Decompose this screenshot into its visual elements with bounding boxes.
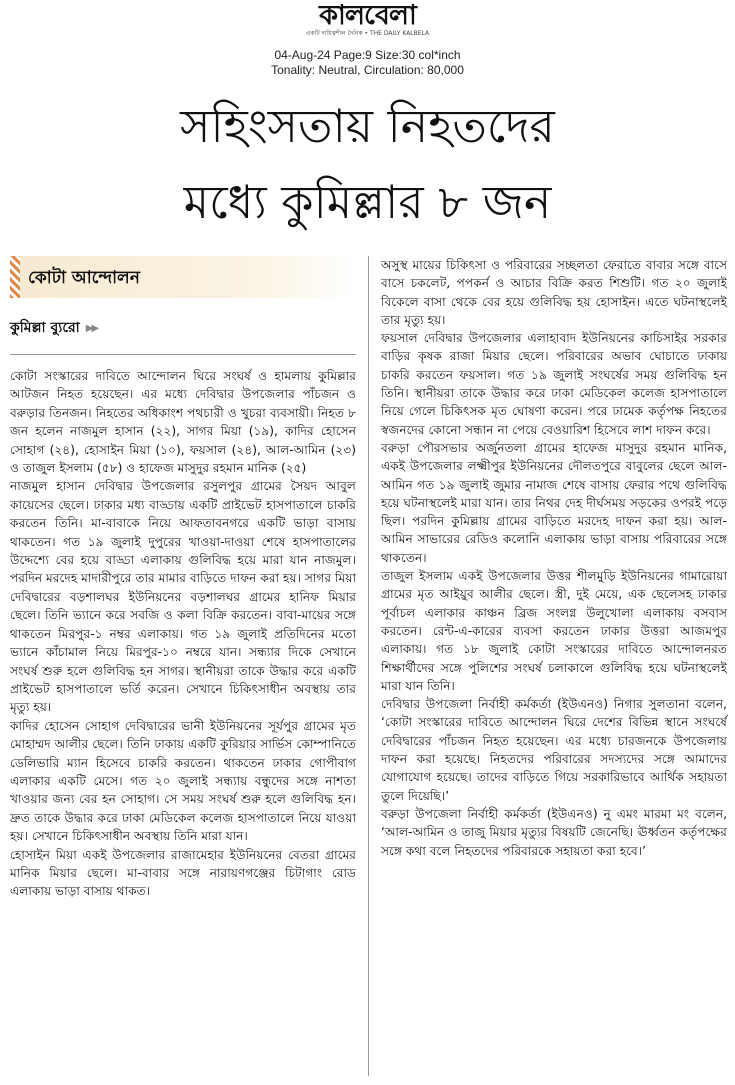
article-paragraph: বরুড়া উপজেলা নির্বাহী কর্মকর্তা (ইউএনও) নু এমং মারমা মং বলেন, ‘আল-আমিন ও তাজু মিয়ার মৃত্যুর বিষয়টি জেনেছি। ঊর্ধ্বতন কর্তৃপক্ষের সঙ্গে কথা বলে নিহতদের পরিবারকে সহায়তা করা হবে।’ — [381, 806, 727, 858]
newspaper-logo: কালবেলা — [319, 0, 416, 31]
section-tag-label: কোটা আন্দোলন — [28, 268, 140, 288]
clipping-meta-line1: 04-Aug-24 Page:9 Size:30 col*inch — [274, 48, 461, 62]
article-paragraph: তাজুল ইসলাম একই উপজেলার উত্তর শীলমুড়ি ইউনিয়নের গামারোয়া গ্রামের মৃত আইয়ুব আলীর ছেলে। স্ত্রী, দুই মেয়ে, এক ছেলেসহ ঢাকার পূর্বাচল এলাকার কাঞ্চন ব্রিজ সংলগ্ন উলুখোলা এলাকায় বসবাস করতেন। রেন্ট-এ-কারের ব্যবসা করতেন ঢাকার উত্তরা আজমপুর এলাকায়। গত ১৮ জুলাই কোটা সংস্কারের দাবিতে আন্দোলনরত শিক্ষার্থীদের সঙ্গে পুলিশের সংঘর্ষ চলাকালে গুলিবিদ্ধ হয়ে ঘটনাস্থলেই মারা যান তিনি। — [381, 569, 727, 693]
right-column — [381, 256, 727, 860]
article-paragraph: অসুস্থ মায়ের চিকিৎসা ও পরিবারের সচ্ছলতা ফেরাতে বাবার সঙ্গে বাসে বাসে চকলেট, পপকর্ন ও আচার বিক্রি করত শিশুটি। গত ২০ জুলাই বিকেলে বাসা থেকে বের হয়ে গুলিবিদ্ধ হয় হোসাইন। এতে ঘটনাস্থলেই তার মৃত্যু হয়। — [381, 258, 727, 327]
ornament-icon — [10, 256, 20, 298]
masthead-tagline: একটি দায়িত্বশীল দৈনিক • THE DAILY KALBELA — [305, 30, 430, 37]
masthead — [0, 2, 735, 38]
article-paragraph: বরুড়া পৌরসভার অর্জুনতলা গ্রামের হাফেজ মাসুদুর রহমান মানিক, একই উপজেলার লক্ষ্মীপুর ইউনিয়নের দৌলতপুরে বাবুলের ছেলে আল-আমিন গত ১৯ জুলাই জুমার নামাজ শেষে বাসায় ফেরার পথে গুলিবিদ্ধ হয়ে ঘটনাস্থলেই মারা যান। তার নিথর দেহ দীর্ঘসময় সড়কের ওপরই পড়ে ছিল। পরদিন কুমিল্লায় গ্রামের বাড়িতে মরদেহ দাফন করা হয়। আল-আমিন সাভারের রেডিও কলোনি এলাকায় ভাড়া বাসায় পরিবারের সঙ্গে থাকতেন। — [381, 440, 727, 565]
left-column — [10, 256, 356, 901]
headline-line1: সহিংসতায় নিহতদের — [180, 99, 555, 153]
double-arrow-icon: ▶▶ — [85, 322, 98, 334]
byline-rule — [10, 354, 356, 355]
headline-line2: মধ্যে কুমিল্লার ৮ জন — [183, 175, 552, 229]
byline-text: কুমিল্লা ব্যুরো — [10, 320, 80, 336]
article-paragraph: কাদির হোসেন সোহাগ দেবিদ্বারের ভানী ইউনিয়নের সূর্যপুর গ্রামের মৃত মোহাম্মদ আলীর ছেলে। তিনি ঢাকায় একটি কুরিয়ার সার্ভিস কোম্পানিতে ডেলিভারি ম্যান হিসেবে চাকরি করতেন। থাকতেন ঢাকার গোপীবাগ এলাকার একটি মেসে। গত ২০ জুলাই সন্ধ্যায় বন্ধুদের সঙ্গে নাশতা খাওয়ার জন্য বের হন সোহাগ। সে সময় সংঘর্ষ শুরু হলে গুলিবিদ্ধ হন। দ্রুত তাকে উদ্ধার করে ঢাকা মেডিকেল কলেজ হাসপাতালে নিয়ে যাওয়া হয়। সেখানে চিকিৎসাধীন অবস্থায় তিনি মারা যান। — [10, 718, 356, 844]
article-paragraph: ফয়সাল দেবিদ্বার উপজেলার এলাহাবাদ ইউনিয়নের কাচিসাইর সরকার বাড়ির কৃষক রাজা মিয়ার ছেলে। পরিবারের অভাব ঘোচাতে ঢাকায় চাকরি করতেন ফয়সাল। গত ১৯ জুলাই সংঘর্ষের সময় গুলিবিদ্ধ হন তিনি। স্থানীয়রা তাকে উদ্ধার করে ঢাকা মেডিকেল কলেজ হাসপাতালে নিয়ে গেলে চিকিৎসক মৃত ঘোষণা করেন। পরে ঢামেক কর্তৃপক্ষ নিহতের স্বজনদের কোনো সন্ধান না পেয়ে বেওয়ারিশ হিসেবে লাশ দাফন করে। — [381, 331, 727, 437]
article-paragraph: হোসাইন মিয়া একই উপজেলার রাজামেহার ইউনিয়নের বেতরা গ্রামের মানিক মিয়ার ছেলে। মা-বাবার সঙ্গে নারায়ণগঞ্জের চিটাগাং রোড এলাকায় ভাড়া বাসায় থাকত। — [10, 847, 356, 899]
byline — [10, 316, 356, 340]
article-paragraph: কোটা সংস্কারের দাবিতে আন্দোলন ঘিরে সংঘর্ষ ও হামলায় কুমিল্লার আটজন নিহত হয়েছেন। এর মধ্যে দেবিদ্বার উপজেলার পাঁচজন ও বরুড়ার তিনজন। নিহতের অধিকাংশ পথচারী ও খুচরা ব্যবসায়ী। নিহত ৮ জন হলেন নাজমুল হাসান (২২), সাগর মিয়া (১৯), কাদির হোসেন সোহাগ (২৪), হোসাইন মিয়া (১০), ফয়সাল (২৪), আল-আমিন (২৩) ও তাজুল ইসলাম (৫৮) ও হাফেজ মাসুদুর রহমান মানিক (২৫) — [10, 369, 356, 476]
section-tag — [10, 256, 356, 298]
article-paragraph: নাজমুল হাসান দেবিদ্বার উপজেলার রসুলপুর গ্রামের সৈয়দ আবুল কায়েসের ছেলে। ঢাকার মধ্য বাড্ডায় একটি প্রাইভেট হাসপাতালে চাকরি করতেন তিনি। মা-বাবাকে নিয়ে আফতাবনগরে একটি ভাড়া বাসায় থাকতেন। গত ১৯ জুলাই দুপুরের খাওয়া-দাওয়া শেষে হাসপাতালের উদ্দেশ্যে বের হয়ে বাড্ডা এলাকায় গুলিবিদ্ধ হয়ে মারা যান নাজমুল। পরদিন মরদেহ মাদারীপুরে তার মামার বাড়িতে দাফন করা হয়। সাগর মিয়া দেবিদ্বারের বড়শালঘর ইউনিয়নের বড়শালঘর গ্রামের হানিফ মিয়ার ছেলে। তিনি ভ্যানে করে সবজি ও কলা বিক্রি করতেন। বাবা-মায়ের সঙ্গে থাকতেন মিরপুর-১ নম্বর এলাকায়। গত ১৯ জুলাই প্রতিদিনের মতো ভ্যানে কাঁচামাল নিয়ে মিরপুর-১০ নম্বরে যান। সন্ধ্যার দিকে সেখানে সংঘর্ষ শুরু হলে গুলিবিদ্ধ হন সাগর। স্থানীয়রা তাকে উদ্ধার করে একটি প্রাইভেট হাসপাতালে ভর্তি করেন। সেখানে চিকিৎসাধীন অবস্থায় তার মৃত্যু হয়। — [10, 479, 356, 715]
column-divider — [368, 256, 369, 1076]
article-paragraph: দেবিদ্বার উপজেলা নির্বাহী কর্মকর্তা (ইউএনও) নিগার সুলতানা বলেন, ‘কোটা সংস্কারের দাবিতে আন্দোলন ঘিরে দেশের বিভিন্ন স্থানে সংঘর্ষে দেবিদ্বারের পাঁচজন নিহত হয়েছেন। এর মধ্যে চারজনকে উপজেলায় দাফন করা হয়েছে। নিহতদের পরিবারের সদস্যদের সঙ্গে আমাদের যোগাযোগ হয়েছে। তাদের বাড়িতে গিয়ে সরকারিভাবে আর্থিক সহায়তা তুলে দিয়েছি।’ — [381, 697, 727, 803]
clipping-meta-line2: Tonality: Neutral, Circulation: 80,000 — [271, 63, 464, 77]
